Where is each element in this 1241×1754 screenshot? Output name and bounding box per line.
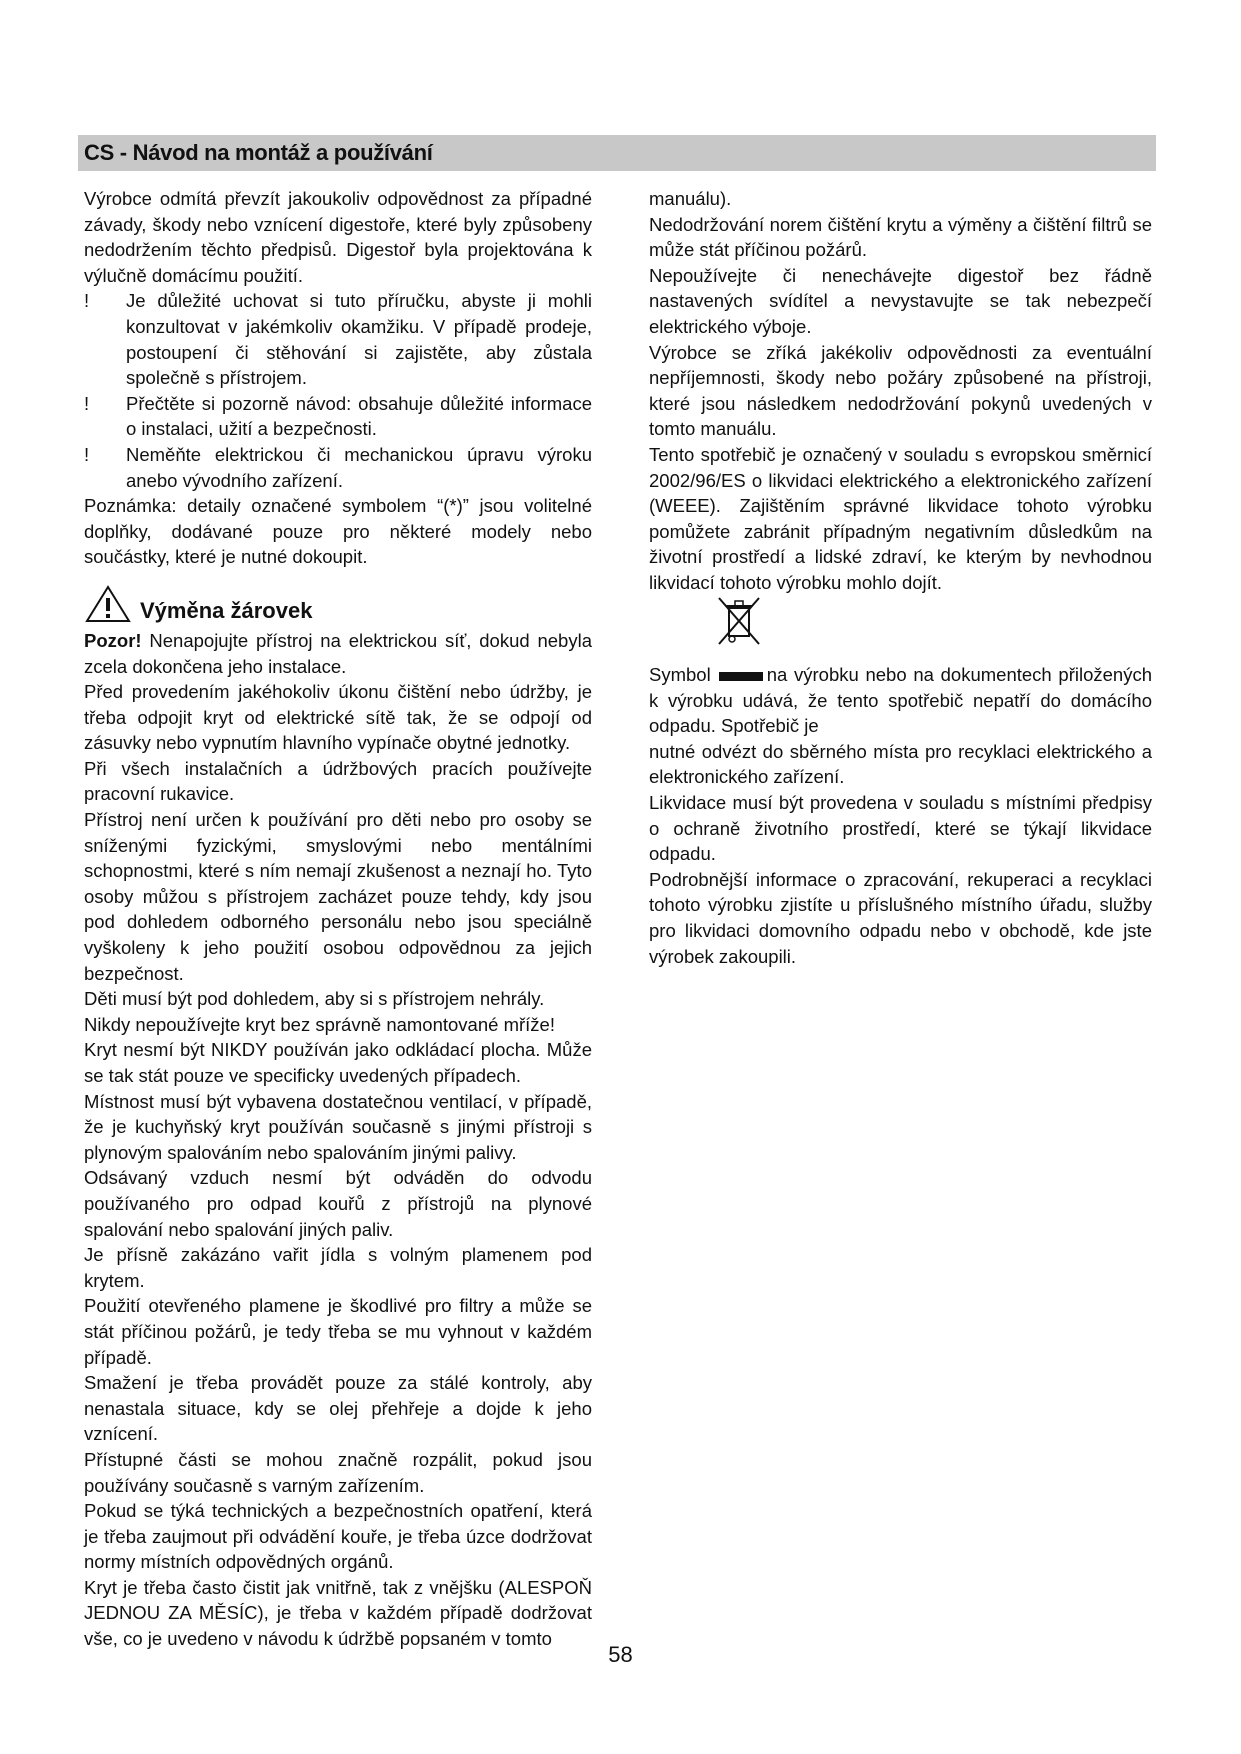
body-paragraph: Likvidace musí být provedena v souladu s místními předpisy o ochraně životního prostředí, které se týkají likvidace odpadu. [649,792,1152,865]
page-number: 58 [608,1642,633,1667]
body-paragraph: Je přísně zakázáno vařit jídla s volným plamenem pod krytem. [84,1244,592,1291]
symbol-paragraph [649,662,1152,739]
body-paragraph: Děti musí být pod dohledem, aby si s přístrojem nehrály. [84,988,545,1010]
bullet-mark: ! [84,443,90,465]
body-paragraph: Podrobnější informace o zpracování, rekuperaci a recyklaci tohoto výrobku zjistíte u příslušného místního úřadu, služby pro likvidaci domovního odpadu nebo v obchodě, kde jste výrobek zakoupili. [649,868,1152,967]
bullet-item [84,442,592,493]
body-paragraph: Při všech instalačních a údržbových pracích používejte pracovní rukavice. [84,757,592,805]
section-heading [84,584,592,624]
body-paragraph: Výrobce se zříká jakékoliv odpovědnosti za eventuální nepříjemnosti, škody nebo požáry způsobené na přístroji, které jsou následkem nedodržování pokynů uvedených v tomto manuálu. [649,341,1152,440]
body-paragraph: Kryt je třeba často čistit jak vnitřně, tak z vnějšku (ALESPOŇ JEDNOU ZA MĚSÍC), je třeba v každém případě dodržovat vše, co je uvedeno v návodu k údržbě popsaném v tomto [84,1576,592,1650]
warning-text: Nenapojujte přístroj na elektrickou síť, dokud nebyla zcela dokončena jeho instalace. [84,629,592,677]
left-column [84,186,592,1652]
body-paragraph: Nepoužívejte či nenechávejte digestoř bez řádně nastavených svídítel a nevystavujte se tak nebezpečí elektrického výboje. [649,264,1152,337]
body-paragraph: Pokud se týká technických a bezpečnostních opatření, která je třeba zaujmout při odvádění kouře, je třeba úzce dodržovat normy místních odpovědných orgánů. [84,1500,592,1573]
right-column [649,186,1152,969]
body-paragraph: Před provedením jakéhokoliv úkonu čištění nebo údržby, je třeba odpojit kryt od elektrické sítě tak, že se odpojí od zásuvky nebo vypnutím hlavního vypínače obytné jednotky. [84,681,592,754]
body-paragraph: Nedodržování norem čištění krytu a výměny a čištění filtrů se může stát příčinou požárů. [649,213,1152,261]
bullet-mark: ! [84,290,90,312]
body-paragraph: Použití otevřeného plamene je škodlivé pro filtry a může se stát příčinou požárů, je tedy třeba se mu vyhnout v každém případě. [84,1295,592,1368]
body-paragraph: Přístupné části se mohou značně rozpálit, pokud jsou používány současně s varným zařízením. [84,1448,592,1496]
bullet-item [84,391,592,442]
body-paragraph: Přístroj není určen k používání pro děti nebo pro osoby se sníženými fyzickými, smyslovými nebo mentálními schopnostmi, které s ním nemají zkušenost a neznají ho. Tyto osoby můžou s přístrojem zacházet pouze tehdy, kdy jsou pod dohledem odborného personálu nebo jsou speciálně vyškoleny k jeho použití osobou odpovědnou za jejich bezpečnost. [84,809,592,984]
black-bar-symbol [719,672,763,681]
body-paragraph: Místnost musí být vybavena dostatečnou ventilací, v případě, že je kuchyňský kryt používán současně s jinými přístroji s plynovým spalováním nebo spalováním jinými palivy. [84,1090,592,1163]
body-paragraph: manuálu). [649,188,732,209]
bullet-text: Neměňte elektrickou či mechanickou úpravu výroku anebo vývodního zařízení. [126,443,592,491]
warning-paragraph [84,628,592,679]
bullet-item [84,288,592,390]
body-paragraph: nutné odvézt do sběrného místa pro recyklaci elektrického a elektronického zařízení. [649,740,1152,788]
bullet-mark: ! [84,392,90,414]
body-paragraph: Nikdy nepoužívejte kryt bez správně namontované mříže! [84,1013,555,1035]
body-paragraph: Smažení je třeba provádět pouze za stálé kontroly, aby nenastala situace, kdy se olej přehřeje a dojde k jeho vznícení. [84,1372,592,1445]
symbol-text: na výrobku nebo na dokumentech přiložených k výrobku udává, že tento spotřebič nepatří do domácího odpadu. Spotřebič je [649,664,1152,737]
note-paragraph: Poznámka: detaily označené symbolem “(*)” jsou volitelné doplňky, dodávané pouze pro některé modely nebo součástky, které je nutné dokoupit. [84,495,592,568]
section-header-bar [78,135,1156,171]
intro-paragraph: Výrobce odmítá převzít jakoukoliv odpovědnost za případné závady, škody nebo vznícení digestoře, které byly způsobeny nedodržením těchto předpisů. Digestoř byla projektována k výlučně domácímu použití. [84,188,592,286]
section-title: Výměna žárovek [140,598,313,624]
body-paragraph: Tento spotřebič je označený v souladu s evropskou směrnicí 2002/96/ES o likvidaci elektrického a elektronického zařízení (WEEE). Zajištěním správné likvidace tohoto výrobku pomůžete zabránit případným negativním důsledkům na životní prostředí a lidské zdraví, ke kterým by nevhodnou likvidací tohoto výrobku mohlo dojít. [649,443,1152,593]
warning-label: Pozor! [84,629,142,651]
crossed-bin-icon [717,596,761,646]
symbol-word: Symbol [649,664,711,686]
page-title: CS - Návod na montáž a používání [84,140,433,165]
bullet-text: Přečtěte si pozorně návod: obsahuje důležité informace o instalaci, užití a bezpečnosti. [126,392,592,440]
body-paragraph: Odsávaný vzduch nesmí být odváděn do odvodu používaného pro odpad kouřů z přístrojů na plynové spalování nebo spalování jiných paliv. [84,1167,592,1240]
warning-icon [84,584,132,624]
body-paragraph: Kryt nesmí být NIKDY používán jako odkládací plocha. Může se tak stát pouze ve specificky uvedených případech. [84,1039,592,1086]
bullet-text: Je důležité uchovat si tuto příručku, abyste ji mohli konzultovat v jakémkoliv okamžiku. V případě prodeje, postoupení či stěhování si zajistěte, aby zůstala společně s přístrojem. [126,290,592,389]
